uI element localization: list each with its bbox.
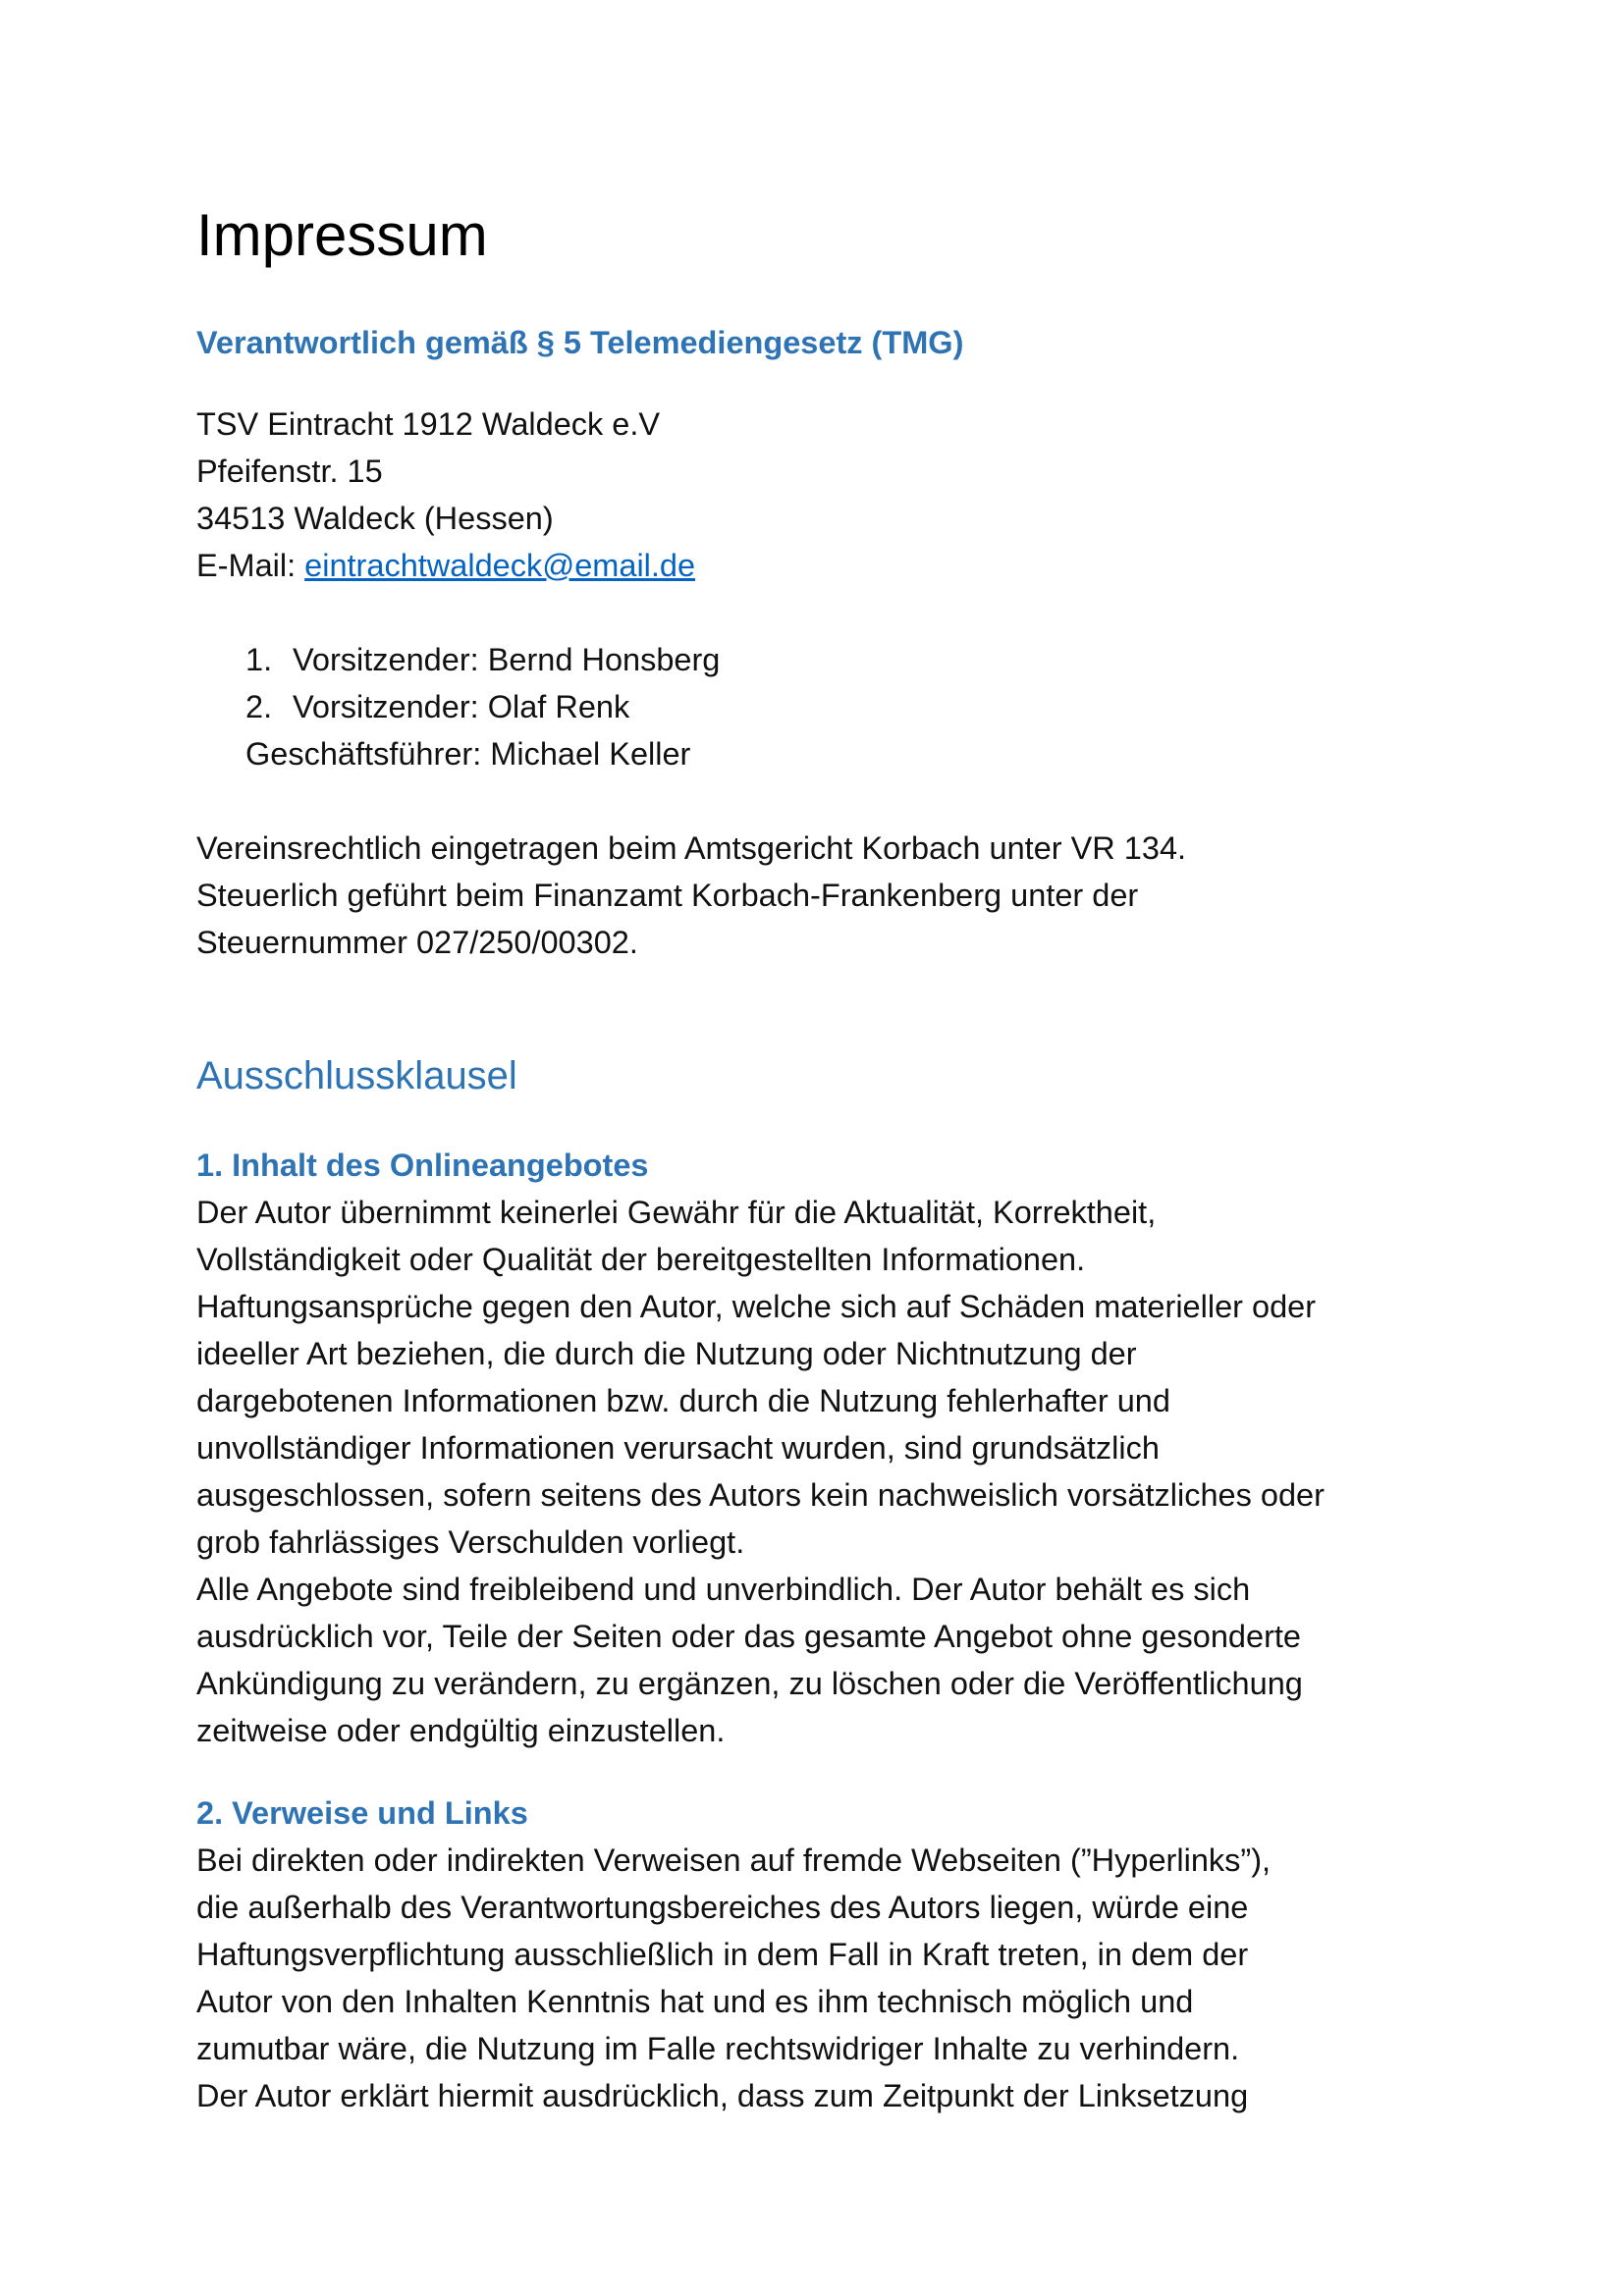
section2-line: zumutbar wäre, die Nutzung im Falle rechtswidriger Inhalte zu verhindern. bbox=[196, 2031, 1240, 2066]
section1-line: ideeller Art beziehen, die durch die Nutzung oder Nichtnutzung der bbox=[196, 1336, 1137, 1371]
disclaimer-heading: Ausschlussklausel bbox=[196, 1054, 517, 1097]
address-email-row bbox=[196, 542, 695, 589]
section1-line: Der Autor übernimmt keinerlei Gewähr für die Aktualität, Korrektheit, bbox=[196, 1195, 1157, 1230]
section2-line: Bei direkten oder indirekten Verweisen auf fremde Webseiten (”Hyperlinks”), bbox=[196, 1842, 1272, 1878]
address-street: Pfeifenstr. 15 bbox=[196, 454, 383, 489]
email-label: E-Mail: bbox=[196, 548, 305, 583]
board-item bbox=[245, 636, 720, 683]
board-item-text: Vorsitzender: Olaf Renk bbox=[293, 689, 630, 724]
section2-line: die außerhalb des Verantwortungsbereiches des Autors liegen, würde eine bbox=[196, 1890, 1249, 1925]
section1-line: Ankündigung zu verändern, zu ergänzen, zu löschen oder die Veröffentlichung bbox=[196, 1666, 1303, 1701]
section1-line: unvollständiger Informationen verursacht wurden, sind grundsätzlich bbox=[196, 1430, 1160, 1466]
section1-line: dargebotenen Informationen bzw. durch die Nutzung fehlerhafter und bbox=[196, 1383, 1170, 1418]
section1-line: Vollständigkeit oder Qualität der bereitgestellten Informationen. bbox=[196, 1242, 1086, 1277]
registration-line: Steuerlich geführt beim Finanzamt Korbach-Frankenberg unter der bbox=[196, 878, 1139, 913]
registration-line: Steuernummer 027/250/00302. bbox=[196, 925, 638, 960]
section2-line: Haftungsverpflichtung ausschließlich in dem Fall in Kraft treten, in dem der bbox=[196, 1937, 1249, 1972]
email-link[interactable]: eintrachtwaldeck@email.de bbox=[304, 548, 696, 583]
registration-line: Vereinsrechtlich eingetragen beim Amtsgericht Korbach unter VR 134. bbox=[196, 830, 1187, 866]
section1-line: Haftungsansprüche gegen den Autor, welche sich auf Schäden materieller oder bbox=[196, 1289, 1317, 1324]
board-item-number: 2. bbox=[245, 689, 273, 724]
responsible-heading: Verantwortlich gemäß § 5 Telemediengesetz (TMG) bbox=[196, 325, 964, 360]
address-name: TSV Eintracht 1912 Waldeck e.V bbox=[196, 406, 661, 442]
board-item bbox=[245, 683, 629, 730]
section2-heading: 2. Verweise und Links bbox=[196, 1795, 528, 1831]
section1-line: ausdrücklich vor, Teile der Seiten oder das gesamte Angebot ohne gesonderte bbox=[196, 1619, 1302, 1654]
section2-line: Autor von den Inhalten Kenntnis hat und es ihm technisch möglich und bbox=[196, 1984, 1194, 2019]
section2-line: Der Autor erklärt hiermit ausdrücklich, dass zum Zeitpunkt der Linksetzung bbox=[196, 2078, 1249, 2113]
section1-heading: 1. Inhalt des Onlineangebotes bbox=[196, 1148, 649, 1183]
section1-line: grob fahrlässiges Verschulden vorliegt. bbox=[196, 1524, 745, 1560]
address-city: 34513 Waldeck (Hessen) bbox=[196, 501, 554, 536]
board-item-text: Vorsitzender: Bernd Honsberg bbox=[293, 642, 721, 677]
manager-line: Geschäftsführer: Michael Keller bbox=[245, 736, 691, 772]
section1-line: zeitweise oder endgültig einzustellen. bbox=[196, 1713, 726, 1748]
board-item-number: 1. bbox=[245, 642, 273, 677]
section1-line: ausgeschlossen, sofern seitens des Autors kein nachweislich vorsätzliches oder bbox=[196, 1477, 1325, 1513]
page-title: Impressum bbox=[196, 202, 488, 268]
section1-line: Alle Angebote sind freibleibend und unverbindlich. Der Autor behält es sich bbox=[196, 1572, 1251, 1607]
